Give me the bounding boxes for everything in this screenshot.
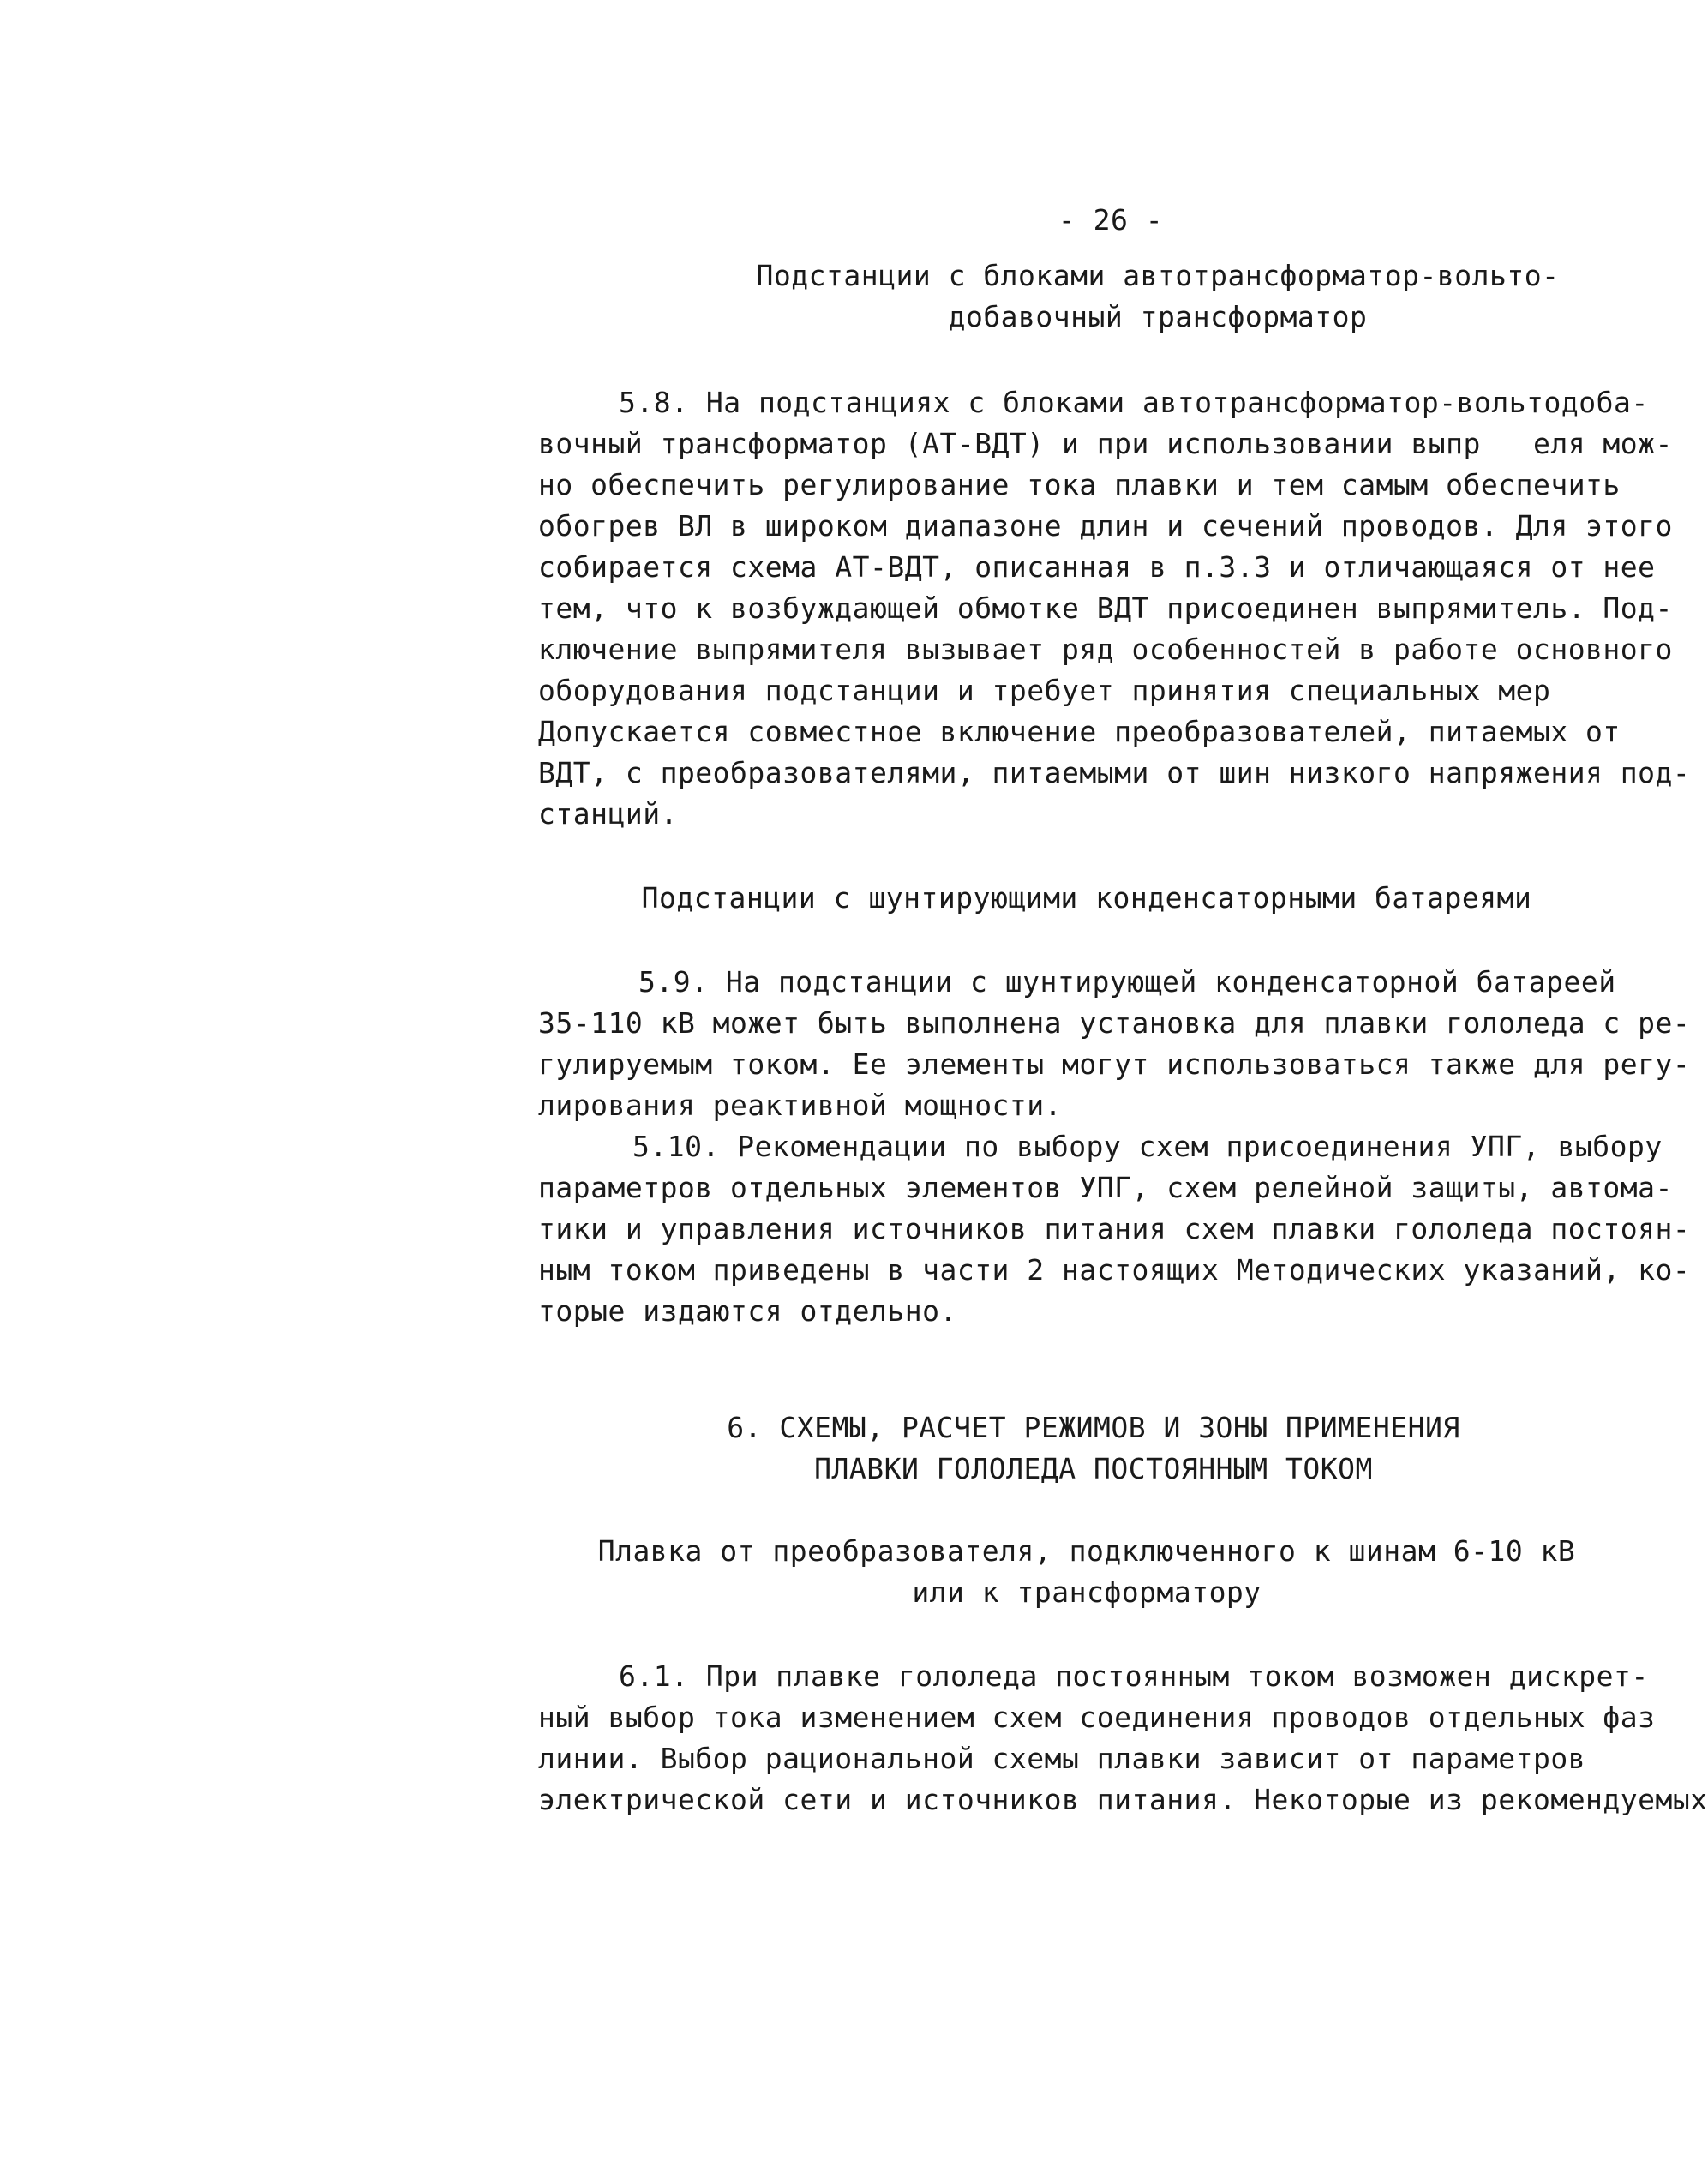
paragraph-line: торые издаются отдельно. xyxy=(538,1294,957,1328)
paragraph-line: ключение выпрямителя вызывает ряд особенностей в работе основного xyxy=(538,633,1673,666)
section-heading-line: Плавка от преобразователя, подключенного к шинам 6-10 кВ xyxy=(597,1534,1576,1568)
chapter-heading-line: ПЛАВКИ ГОЛОЛЕДА ПОСТОЯННЫМ ТОКОМ xyxy=(814,1452,1373,1485)
paragraph-line: 5.8. На подстанциях с блоками автотрансформатор-вольтодоба- xyxy=(619,386,1649,419)
paragraph-line: ВДТ, с преобразователями, питаемыми от шин низкого напряжения под- xyxy=(538,756,1691,789)
section-heading-line: или к трансформатору xyxy=(912,1575,1262,1609)
paragraph-line: гулируемым током. Ее элементы могут использоваться также для регу- xyxy=(538,1047,1691,1081)
section-heading-line: Подстанции с блоками автотрансформатор-вольто- xyxy=(756,259,1560,292)
paragraph-line: но обеспечить регулирование тока плавки и тем самым обеспечить xyxy=(538,468,1621,501)
paragraph-line: 5.10. Рекомендации по выбору схем присоединения УПГ, выбору xyxy=(632,1130,1663,1163)
chapter-heading-line: 6. СХЕМЫ, РАСЧЕТ РЕЖИМОВ И ЗОНЫ ПРИМЕНЕНИЯ xyxy=(727,1411,1460,1444)
page-number: - 26 - xyxy=(1058,203,1164,237)
paragraph-line: ным током приведены в части 2 настоящих Методических указаний, ко- xyxy=(538,1253,1691,1287)
paragraph-line: электрической сети и источников питания. Некоторые из рекомендуемых xyxy=(538,1783,1708,1816)
paragraph-line: собирается схема АТ-ВДТ, описанная в п.3.3 и отличающаяся от нее xyxy=(538,550,1656,584)
paragraph-line: 5.9. На подстанции с шунтирующей конденсаторной батареей xyxy=(638,965,1616,999)
paragraph-line: Допускается совместное включение преобразователей, питаемых от xyxy=(538,715,1621,748)
paragraph-line: тем, что к возбуждающей обмотке ВДТ присоединен выпрямитель. Под- xyxy=(538,591,1673,625)
paragraph-line: станций. xyxy=(538,797,678,831)
paragraph-line: обогрев ВЛ в широком диапазоне длин и сечений проводов. Для этого xyxy=(538,509,1673,543)
paragraph-line: тики и управления источников питания схем плавки гололеда постоян- xyxy=(538,1212,1691,1245)
paragraph-line: параметров отдельных элементов УПГ, схем релейной защиты, автома- xyxy=(538,1171,1673,1204)
paragraph-line: 35-110 кВ может быть выполнена установка для плавки гололеда с ре- xyxy=(538,1006,1691,1040)
section-heading-line: добавочный трансформатор xyxy=(948,300,1368,333)
paragraph-line: вочный трансформатор (АТ-ВДТ) и при использовании выпр еля мож- xyxy=(538,427,1673,460)
section-heading-line: Подстанции с шунтирующими конденсаторными батареями xyxy=(641,881,1532,915)
paragraph-line: лирования реактивной мощности. xyxy=(538,1089,1063,1122)
paragraph-line: 6.1. При плавке гололеда постоянным током возможен дискрет- xyxy=(619,1659,1649,1693)
paragraph-line: линии. Выбор рациональной схемы плавки зависит от параметров xyxy=(538,1742,1586,1775)
paragraph-line: оборудования подстанции и требует принятия специальных мер xyxy=(538,674,1551,707)
paragraph-line: ный выбор тока изменением схем соединения проводов отдельных фаз xyxy=(538,1701,1656,1734)
